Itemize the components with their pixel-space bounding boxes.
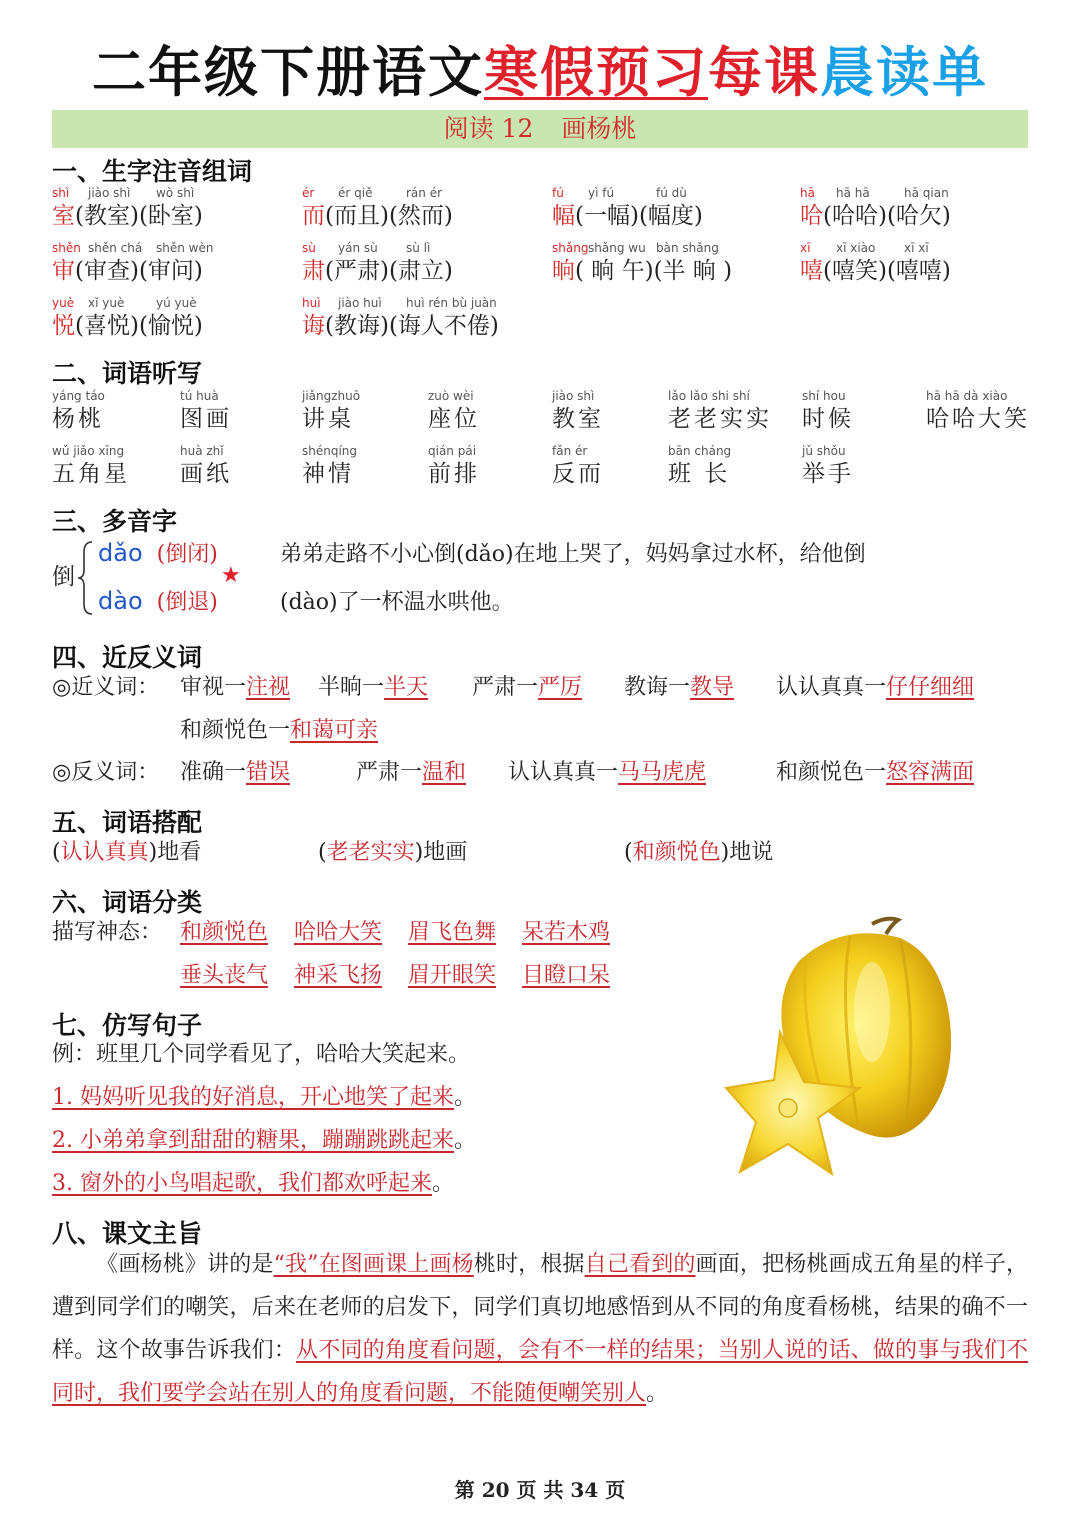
target-char: 诲: [302, 313, 325, 339]
compound-word: ( 晌 午): [575, 258, 654, 284]
word-text: 杨桃: [52, 406, 104, 432]
compound-word: (而且): [325, 203, 389, 229]
example-sentence: 例：班里几个同学看见了，哈哈大笑起来。: [52, 1042, 471, 1067]
pinyin: sù lì: [406, 241, 431, 255]
sentence-text: 1. 妈妈听见我的好消息，开心地笑了起来: [52, 1085, 454, 1110]
dictation-word: [926, 389, 1030, 433]
paren-close: ): [720, 840, 730, 865]
pinyin: shénqíng: [302, 444, 358, 458]
brace-icon: [76, 540, 96, 616]
word-text: 讲桌: [302, 406, 354, 432]
sentence-end: 。: [432, 1171, 455, 1196]
pinyin: yú yuè: [156, 296, 197, 310]
sentence-end: 。: [454, 1128, 477, 1153]
antonym-label: ◎反义词：: [52, 760, 160, 785]
pinyin: shěn chá: [88, 241, 143, 255]
pinyin: huà zhǐ: [180, 444, 224, 458]
target-char: 嘻: [800, 258, 823, 284]
classified-word: 眉飞色舞: [408, 920, 497, 945]
char-words: [552, 257, 732, 285]
word-text: 举手: [802, 461, 854, 487]
pinyin: hā: [800, 186, 815, 200]
word: 严肃一: [472, 675, 539, 700]
paren-open: (: [318, 840, 327, 865]
pinyin: shí hou: [802, 389, 846, 403]
starfruit-icon: [722, 912, 962, 1180]
char-words: [52, 312, 203, 340]
pinyin: ér: [302, 186, 315, 200]
classified-word: 和颜悦色: [180, 920, 269, 945]
section-heading-7: 七、仿写句子: [52, 1011, 203, 1040]
pinyin: xǐ yuè: [88, 296, 125, 310]
pinyin: sù: [302, 241, 316, 255]
paren-close: ): [148, 840, 158, 865]
dictation-word: [180, 444, 232, 488]
answer: 严厉: [538, 675, 583, 700]
polyphone-sentence-2: (dào)了一杯温水哄他。: [280, 590, 514, 615]
imitation-sentence: [52, 1126, 476, 1156]
compound-word: (嘻笑): [823, 258, 887, 284]
word: 和颜悦色一: [776, 760, 887, 785]
reading-2: dào (倒退): [98, 587, 218, 615]
pinyin: jiào shì: [88, 186, 131, 200]
pinyin: shěn: [52, 241, 81, 255]
pinyin: wò shì: [156, 186, 195, 200]
pinyin: zuò wèi: [428, 389, 474, 403]
answer: 马马虎虎: [618, 760, 707, 785]
classified-word: 哈哈大笑: [294, 920, 383, 945]
suffix: 地看: [157, 840, 202, 865]
dictation-word: [668, 389, 772, 433]
word-text: 座位: [428, 406, 480, 432]
answer: 教导: [690, 675, 735, 700]
compound-word: (卧室): [138, 203, 203, 229]
pinyin-row: [302, 241, 453, 257]
char-words: [800, 202, 951, 230]
char-words: [302, 312, 499, 340]
char-entry: [302, 186, 453, 230]
theme-paragraph: 《画杨桃》讲的是“我”在图画课上画杨桃时，根据自己看到的画面，把杨桃画成五角星的样子，遭到同学们的嘲笑，后来在老师的启发下，同学们真切地感悟到从不同的角度看杨桃，结果的确不一样。这个故事告诉我们：从不同的角度看问题，会有不一样的结果；当别人说的话、做的事与我们不同时，我们要学会站在别人的角度看问题，不能随便嘲笑别人。: [52, 1252, 1028, 1406]
target-char: 肃: [302, 258, 325, 284]
answer: 半天: [384, 675, 429, 700]
target-char: 晌: [552, 258, 575, 284]
pinyin: jǔ shǒu: [802, 444, 846, 458]
pinyin: shǎng: [552, 241, 589, 255]
answer: 温和: [422, 760, 467, 785]
polyphone-sentence-1: 弟弟走路不小心倒(dǎo)在地上哭了，妈妈拿过水杯，给他倒: [280, 542, 866, 567]
lesson-number: 阅读 12: [443, 114, 534, 143]
section-heading-5: 五、词语搭配: [52, 808, 203, 837]
pinyin: wǔ jiǎo xīng: [52, 444, 125, 458]
pinyin: fú: [552, 186, 564, 200]
collocation: [624, 838, 773, 868]
classified-word: 垂头丧气: [180, 963, 269, 988]
section-heading-6: 六、词语分类: [52, 888, 203, 917]
word: 半晌一: [318, 675, 385, 700]
pinyin-row: [800, 186, 951, 202]
target-char: 而: [302, 203, 325, 229]
polyphone-char: 倒: [52, 564, 75, 590]
word: 教诲一: [624, 675, 691, 700]
antonym-pair: [776, 758, 974, 788]
star-icon: ★: [221, 563, 241, 588]
word-text: 反而: [552, 461, 604, 487]
char-entry: [52, 186, 203, 230]
pinyin: huì rén bù juàn: [406, 296, 497, 310]
classified-word: 目瞪口呆: [522, 963, 611, 988]
pinyin: fú dù: [656, 186, 687, 200]
compound-word: (半 晌 ): [653, 258, 733, 284]
pinyin-row: [800, 241, 951, 257]
char-entry: [52, 241, 214, 285]
pinyin: qián pái: [428, 444, 477, 458]
word: 准确一: [180, 760, 247, 785]
suffix: 地画: [423, 840, 468, 865]
compound-word: (诲人不倦): [388, 313, 499, 339]
char-entry: [302, 241, 453, 285]
word: 严肃一: [356, 760, 423, 785]
char-words: [302, 257, 453, 285]
pinyin: bān cháng: [668, 444, 732, 458]
collocation: [52, 838, 201, 868]
paren-open: (: [624, 840, 633, 865]
pinyin: fǎn ér: [552, 444, 588, 458]
dictation-word: [428, 389, 480, 433]
imitation-sentence: [52, 1083, 476, 1113]
target-char: 幅: [552, 203, 575, 229]
dictation-word: [552, 389, 604, 433]
answer: 错误: [246, 760, 291, 785]
target-char: 室: [52, 203, 75, 229]
dictation-word: [552, 444, 604, 488]
pinyin: rán ér: [406, 186, 443, 200]
compound-word: (然而): [388, 203, 453, 229]
target-char: 悦: [52, 313, 75, 339]
pinyin: huì: [302, 296, 321, 310]
dictation-word: [52, 389, 105, 433]
pinyin: yáng táo: [52, 389, 105, 403]
pinyin: yuè: [52, 296, 75, 310]
pinyin: shǎng wu: [588, 241, 646, 255]
antonym-pair: [356, 758, 466, 788]
word-text: 哈哈大笑: [926, 406, 1030, 432]
classified-word: 神采飞扬: [294, 963, 383, 988]
word: 审视一: [180, 675, 247, 700]
char-entry: [800, 241, 951, 285]
paren-open: (: [52, 840, 61, 865]
pinyin: yán sù: [338, 241, 378, 255]
pinyin: yì fú: [588, 186, 615, 200]
antonym-pair: [508, 758, 706, 788]
pinyin-row: [52, 241, 214, 257]
compound-word: (喜悦): [75, 313, 139, 339]
dictation-word: [302, 444, 357, 488]
answer: 注视: [246, 675, 291, 700]
char-words: [52, 202, 203, 230]
lesson-name: 画杨桃: [561, 114, 637, 143]
synonym-pair: [624, 673, 734, 703]
synonym-label: ◎近义词：: [52, 675, 160, 700]
pinyin-row: [302, 296, 499, 312]
compound-word: (审查): [75, 258, 139, 284]
answer: 怒容满面: [886, 760, 975, 785]
dictation-word: [180, 389, 232, 433]
compound-word: (哈哈): [823, 203, 887, 229]
char-words: [302, 202, 453, 230]
sentence-text: 2. 小弟弟拿到甜甜的糖果，蹦蹦跳跳起来: [52, 1128, 454, 1153]
word: 认认真真一: [508, 760, 619, 785]
pinyin: ér qiě: [338, 186, 373, 200]
synonym-pair: [180, 716, 378, 746]
pinyin: hā hā dà xiào: [926, 389, 1008, 403]
answer: 老老实实: [326, 840, 415, 865]
collocation: [318, 838, 467, 868]
synonym-pair: [318, 673, 428, 703]
pinyin-row: [52, 186, 203, 202]
dictation-word: [668, 444, 731, 488]
word-text: 前排: [428, 461, 480, 487]
paren-close: ): [414, 840, 424, 865]
compound-word: (严肃): [325, 258, 389, 284]
sentence-end: 。: [454, 1085, 477, 1110]
pinyin: xī xī: [904, 241, 929, 255]
pinyin: tú huà: [180, 389, 219, 403]
section-heading-4: 四、近反义词: [52, 643, 203, 672]
target-char: 审: [52, 258, 75, 284]
word-text: 教室: [552, 406, 604, 432]
answer: 认认真真: [60, 840, 149, 865]
char-words: [800, 257, 951, 285]
pinyin-row: [552, 241, 732, 257]
pinyin: jiào shì: [552, 389, 595, 403]
dictation-word: [52, 444, 130, 488]
antonym-pair: [180, 758, 290, 788]
compound-word: (教诲): [325, 313, 389, 339]
word-text: 时候: [802, 406, 854, 432]
classified-word: 呆若木鸡: [522, 920, 611, 945]
char-words: [552, 202, 703, 230]
reading-1: dǎo (倒闭): [98, 539, 218, 567]
compound-word: (一幅): [575, 203, 639, 229]
imitation-sentence: [52, 1169, 454, 1199]
pinyin: lǎo lǎo shi shí: [668, 389, 750, 403]
char-words: [52, 257, 203, 285]
target-char: 哈: [800, 203, 823, 229]
suffix: 地说: [729, 840, 774, 865]
page-title: 二年级下册语文寒假预习每课晨读单: [92, 41, 988, 104]
pinyin-row: [552, 186, 703, 202]
synonym-pair: [472, 673, 582, 703]
pinyin: xī xiào: [836, 241, 876, 255]
compound-word: (幅度): [638, 203, 703, 229]
pinyin: shì: [52, 186, 70, 200]
word-text: 神情: [302, 461, 354, 487]
char-entry: [552, 186, 703, 230]
char-entry: [52, 296, 203, 340]
section-heading-8: 八、课文主旨: [52, 1219, 203, 1248]
synonym-pair: [776, 673, 974, 703]
section-heading-2: 二、词语听写: [52, 359, 203, 388]
pinyin: jiào huì: [338, 296, 382, 310]
pinyin: xī: [800, 241, 811, 255]
pinyin-row: [302, 186, 453, 202]
pinyin: hā hā: [836, 186, 870, 200]
section-heading-1: 一、生字注音组词: [52, 157, 253, 186]
answer: 和蔼可亲: [290, 718, 379, 743]
word: 和颜悦色一: [180, 718, 291, 743]
word-text: 老老实实: [668, 406, 772, 432]
compound-word: (嘻嘻): [886, 258, 951, 284]
char-entry: [302, 296, 499, 340]
pinyin: shěn wèn: [156, 241, 214, 255]
answer: 和颜悦色: [632, 840, 721, 865]
answer: 仔仔细细: [886, 675, 975, 700]
lesson-banner: [52, 110, 1028, 148]
char-entry: [552, 241, 732, 285]
word-text: 画纸: [180, 461, 232, 487]
word-text: 图画: [180, 406, 232, 432]
word-text: 五角星: [52, 461, 130, 487]
synonym-pair: [180, 673, 290, 703]
pinyin: bàn shǎng: [656, 241, 719, 255]
pinyin-row: [52, 296, 203, 312]
compound-word: (审问): [138, 258, 203, 284]
word-text: 班 长: [668, 461, 731, 487]
char-entry: [800, 186, 951, 230]
word: 认认真真一: [776, 675, 887, 700]
compound-word: (肃立): [388, 258, 453, 284]
dictation-word: [302, 389, 360, 433]
dictation-word: [802, 444, 854, 488]
classify-label: 描写神态：: [52, 920, 163, 945]
page-footer: 第 20 页 共 34 页: [454, 1478, 626, 1502]
pinyin: hā qian: [904, 186, 949, 200]
sentence-text: 3. 窗外的小鸟唱起歌，我们都欢呼起来: [52, 1171, 432, 1196]
section-heading-3: 三、多音字: [52, 507, 178, 536]
compound-word: (教室): [75, 203, 139, 229]
dictation-word: [428, 444, 480, 488]
compound-word: (愉悦): [138, 313, 203, 339]
pinyin: jiǎngzhuō: [302, 389, 361, 403]
dictation-word: [802, 389, 854, 433]
compound-word: (哈欠): [886, 203, 951, 229]
classified-word: 眉开眼笑: [408, 963, 497, 988]
